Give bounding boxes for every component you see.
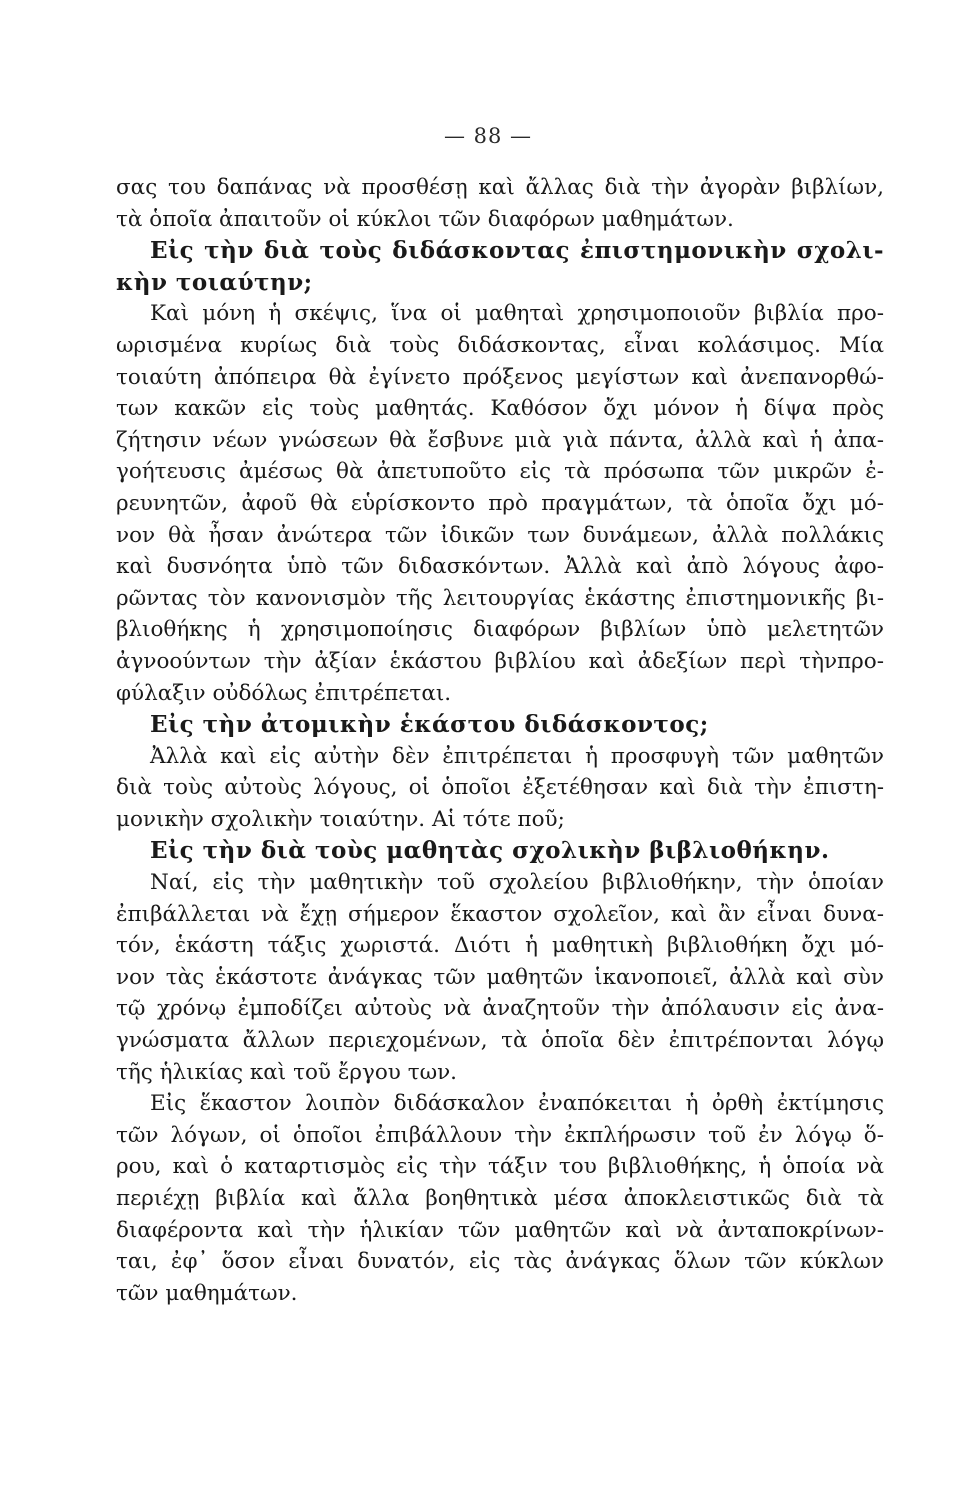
text-line: νον τὰς ἑκάστοτε ἀνάγκας τῶν μαθητῶν ἱκανοποιεῖ, ἀλλὰ καὶ σὺν — [116, 964, 884, 990]
section-heading-line: Εἰς τὴν ἀτομικὴν ἑκάστου διδάσκοντος; — [150, 711, 709, 739]
text-line: ρῶντας τὸν κανονισμὸν τῆς λειτουργίας ἑκάστης ἐπιστημονικῆς βι- — [116, 585, 884, 611]
text-line: ται, ἐφ᾽ ὅσον εἶναι δυνατόν, εἰς τὰς ἀνάγκας ὅλων τῶν κύκλων — [116, 1249, 884, 1275]
text-line: τῆς ἡλικίας καὶ τοῦ ἔργου των. — [116, 1059, 458, 1085]
text-line: τοιαύτη ἀπόπειρα θὰ ἐγίνετο πρόξενος μεγίστων καὶ ἀνεπανορθώ- — [116, 364, 884, 390]
text-line: γνώσματα ἄλλων περιεχομένων, τὰ ὁποῖα δὲν ἐπιτρέπονται λόγῳ — [116, 1028, 884, 1054]
text-line: των κακῶν εἰς τοὺς μαθητάς. Καθόσον ὄχι μόνον ἡ δίψα πρὸς — [116, 396, 884, 422]
text-line: ωρισμένα κυρίως διὰ τοὺς διδάσκοντας, εἶναι κολάσιμος. Μία — [116, 332, 884, 358]
section-heading-line: Εἰς τὴν διὰ τοὺς διδάσκοντας ἐπιστημονικὴν σχολι- — [150, 237, 884, 265]
text-line: μονικὴν σχολικὴν τοιαύτην. Αἱ τότε ποῦ; — [116, 806, 565, 832]
page-text — [116, 172, 884, 1309]
section-heading-line: κὴν τοιαύτην; — [116, 268, 313, 296]
text-line: Ναί, εἰς τὴν μαθητικὴν τοῦ σχολείου βιβλιοθήκην, τὴν ὁποίαν — [150, 870, 884, 896]
text-line: Ἀλλὰ καὶ εἰς αὐτὴν δὲν ἐπιτρέπεται ἡ προσφυγὴ τῶν μαθητῶν — [150, 743, 884, 769]
text-line: νον θὰ ἦσαν ἀνώτερα τῶν ἰδικῶν των δυνάμεων, ἀλλὰ πολλάκις — [116, 522, 884, 548]
text-line: ρου, καὶ ὁ καταρτισμὸς εἰς τὴν τάξιν του βιβλιοθήκης, ἡ ὁποία νὰ — [116, 1154, 884, 1180]
page-number: — 88 — — [443, 124, 533, 148]
text-line: τὰ ὁποῖα ἀπαιτοῦν οἱ κύκλοι τῶν διαφόρων μαθημάτων. — [116, 206, 734, 232]
text-line: ἐπιβάλλεται νὰ ἔχῃ σήμερον ἕκαστον σχολεῖον, καὶ ἂν εἶναι δυνα- — [116, 901, 884, 927]
text-line: διαφέροντα καὶ τὴν ἡλικίαν τῶν μαθητῶν καὶ νὰ ἀνταποκρίνων- — [116, 1217, 884, 1243]
section-heading-line: Εἰς τὴν διὰ τοὺς μαθητὰς σχολικὴν βιβλιοθήκην. — [150, 837, 830, 865]
text-line: Εἰς ἕκαστον λοιπὸν διδάσκαλον ἐναπόκειται ἡ ὀρθὴ ἐκτίμησις — [150, 1091, 884, 1117]
text-line: καὶ δυσνόητα ὑπὸ τῶν διδασκόντων. Ἀλλὰ καὶ ἀπὸ λόγους ἀφο- — [116, 554, 884, 580]
text-line: διὰ τοὺς αὐτοὺς λόγους, οἱ ὁποῖοι ἐξετέθησαν καὶ διὰ τὴν ἐπιστη- — [116, 775, 884, 801]
text-line: περιέχῃ βιβλία καὶ ἄλλα βοηθητικὰ μέσα ἀποκλειστικῶς διὰ τὰ — [116, 1186, 884, 1211]
text-line: τόν, ἑκάστη τάξις χωριστά. Διότι ἡ μαθητικὴ βιβλιοθήκη ὄχι μό- — [116, 933, 884, 959]
text-line: Καὶ μόνη ἡ σκέψις, ἵνα οἱ μαθηταὶ χρησιμοποιοῦν βιβλία προ- — [150, 301, 884, 327]
text-line: ἀγνοούντων τὴν ἀξίαν ἑκάστου βιβλίου καὶ ἀδεξίων περὶ τὴνπρο- — [116, 648, 884, 674]
text-line: ρευνητῶν, ἀφοῦ θὰ εὑρίσκοντο πρὸ πραγμάτων, τὰ ὁποῖα ὄχι μό- — [116, 490, 884, 516]
text-line: σας του δαπάνας νὰ προσθέσῃ καὶ ἄλλας διὰ τὴν ἀγορὰν βιβλίων, — [116, 175, 884, 200]
text-line: τῶν μαθημάτων. — [116, 1280, 298, 1306]
text-line: φύλαξιν οὐδόλως ἐπιτρέπεται. — [116, 680, 452, 706]
text-line: τῶν λόγων, οἱ ὁποῖοι ἐπιβάλλουν τὴν ἐκπλήρωσιν τοῦ ἐν λόγῳ ὅ- — [116, 1122, 884, 1148]
text-line: ζήτησιν νέων γνώσεων θὰ ἔσβυνε μιὰ γιὰ πάντα, ἀλλὰ καὶ ἡ ἀπα- — [116, 427, 884, 453]
text-line: τῷ χρόνῳ ἐμποδίζει αὐτοὺς νὰ ἀναζητοῦν τὴν ἀπόλαυσιν εἰς ἀνα- — [116, 996, 884, 1022]
text-line: βλιοθήκης ἡ χρησιμοποίησις διαφόρων βιβλίων ὑπὸ μελετητῶν — [116, 617, 884, 643]
text-line: γοήτευσις ἀμέσως θὰ ἀπετυποῦτο εἰς τὰ πρόσωπα τῶν μικρῶν ἐ- — [116, 459, 884, 485]
